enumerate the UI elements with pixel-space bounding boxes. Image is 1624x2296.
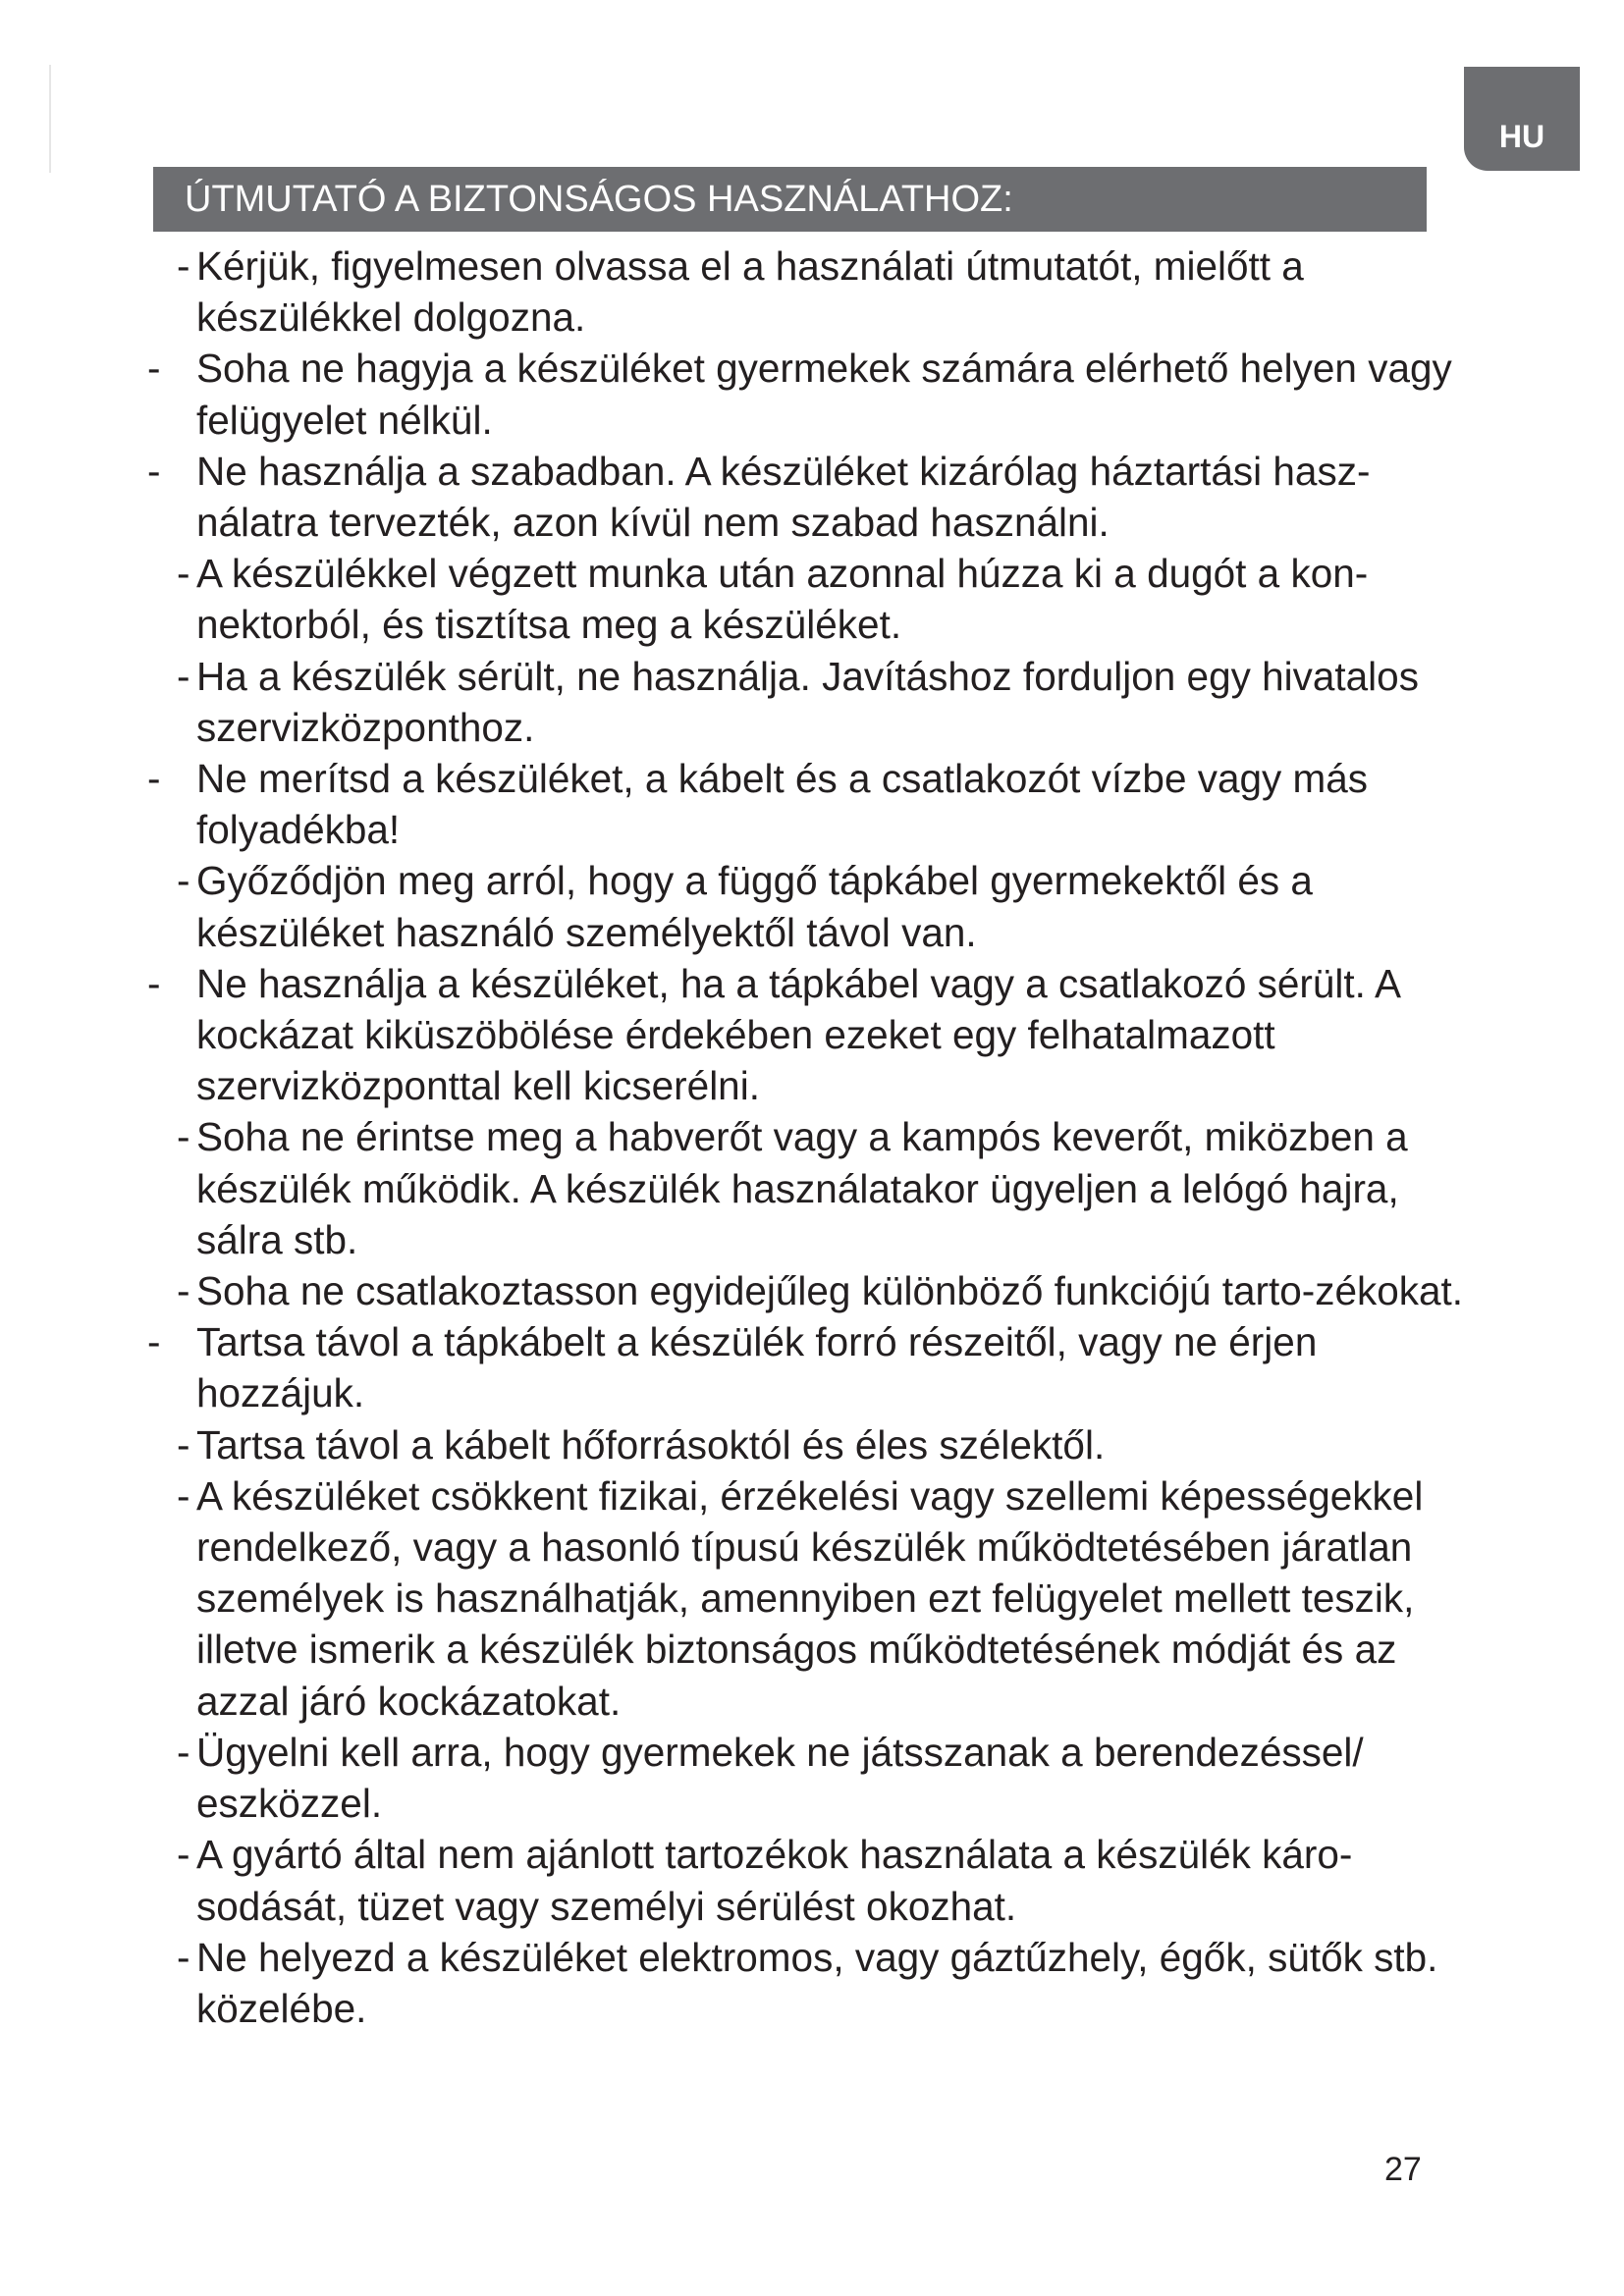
bullet-dash: - — [177, 243, 190, 289]
bullet-dash: - — [177, 858, 190, 904]
safety-instructions-list — [147, 240, 1483, 2034]
language-tab-label: HU — [1498, 119, 1545, 154]
list-item-text: A készüléket csökkent fizikai, érzékelési vagy szellemi képességekkel rendelkező, vagy a hasonló típusú készülék működtetésében járatlan személyek is használhatják, amennyiben ezt felügyelet mellett teszik, illetve ismerik a készülék biztonságos működtetésének módját és az azzal járó kockázatokat. — [196, 1472, 1424, 1724]
list-item — [147, 1419, 1483, 1470]
list-item — [147, 240, 1483, 343]
language-tab — [1464, 67, 1580, 171]
bullet-dash: - — [177, 1729, 190, 1775]
bullet-dash: - — [147, 756, 161, 802]
list-item — [147, 855, 1483, 957]
bullet-dash: - — [177, 1268, 190, 1314]
bullet-dash: - — [177, 653, 190, 699]
section-title: ÚTMUTATÓ A BIZTONSÁGOS HASZNÁLATHOZ: — [185, 179, 1013, 220]
bullet-dash: - — [177, 551, 190, 597]
bullet-dash: - — [177, 1934, 190, 1980]
bullet-dash: - — [177, 1114, 190, 1160]
list-item-text: Ügyelni kell arra, hogy gyermekek ne játsszanak a berendezéssel/ eszközzel. — [196, 1729, 1364, 1827]
list-item-text: Kérjük, figyelmesen olvassa el a használati útmutatót, mielőtt a készülékkel dolgozna. — [196, 243, 1304, 341]
list-item — [147, 1932, 1483, 2034]
bullet-dash: - — [147, 1319, 161, 1365]
list-item — [147, 1470, 1483, 1727]
list-item — [147, 651, 1483, 753]
list-item — [147, 446, 1483, 548]
list-item — [147, 1829, 1483, 1931]
bullet-dash: - — [177, 1832, 190, 1878]
list-item — [147, 1316, 1483, 1418]
list-item — [147, 753, 1483, 855]
list-item — [147, 343, 1483, 445]
list-item-text: Ne merítsd a készüléket, a kábelt és a csatlakozót vízbe vagy más folyadékba! — [196, 756, 1369, 853]
bullet-dash: - — [147, 346, 161, 392]
list-item — [147, 1265, 1483, 1316]
list-item — [147, 548, 1483, 650]
list-item-text: Soha ne érintse meg a habverőt vagy a kampós keverőt, miközben a készülék működik. A készülék használatakor ügyeljen a lelógó hajra, sálra stb. — [196, 1114, 1408, 1262]
page-number: 27 — [1384, 2151, 1422, 2188]
list-item-text: Ne helyezd a készüléket elektromos, vagy gáztűzhely, égők, sütők stb. közelébe. — [196, 1934, 1438, 2031]
list-item — [147, 958, 1483, 1112]
bullet-dash: - — [147, 448, 161, 494]
list-item-text: Ne használja a készüléket, ha a tápkábel vagy a csatlakozó sérült. A kockázat kiküszöbölése érdekében ezeket egy felhatalmazott szervizközponttal kell kicserélni. — [196, 960, 1399, 1109]
list-item — [147, 1111, 1483, 1265]
list-item-text: Ne használja a szabadban. A készüléket kizárólag háztartási hasz-nálatra tervezték, azon kívül nem szabad használni. — [196, 448, 1371, 546]
list-item-text: Tartsa távol a kábelt hőforrásoktól és éles szélektől. — [196, 1421, 1106, 1468]
bullet-dash: - — [147, 960, 161, 1006]
bullet-dash: - — [177, 1472, 190, 1519]
list-item-text: Tartsa távol a tápkábelt a készülék forró részeitől, vagy ne érjen hozzájuk. — [196, 1319, 1318, 1416]
list-item-text: Soha ne hagyja a készüléket gyermekek számára elérhető helyen vagy felügyelet nélkül. — [196, 346, 1452, 443]
list-item-text: Soha ne csatlakoztasson egyidejűleg különböző funkciójú tarto-zékokat. — [196, 1268, 1464, 1314]
section-title-bar — [153, 167, 1427, 232]
margin-rule — [49, 65, 51, 173]
list-item — [147, 1727, 1483, 1829]
bullet-dash: - — [177, 1421, 190, 1468]
list-item-text: A készülékkel végzett munka után azonnal húzza ki a dugót a kon-nektorból, és tisztítsa meg a készüléket. — [196, 551, 1369, 648]
list-item-text: Győződjön meg arról, hogy a függő tápkábel gyermekektől és a készüléket használó személyektől távol van. — [196, 858, 1313, 955]
list-item-text: Ha a készülék sérült, ne használja. Javításhoz forduljon egy hivatalos szervizközponthoz. — [196, 653, 1419, 750]
list-item-text: A gyártó által nem ajánlott tartozékok használata a készülék káro-sodását, tüzet vagy személyi sérülést okozhat. — [196, 1832, 1353, 1929]
